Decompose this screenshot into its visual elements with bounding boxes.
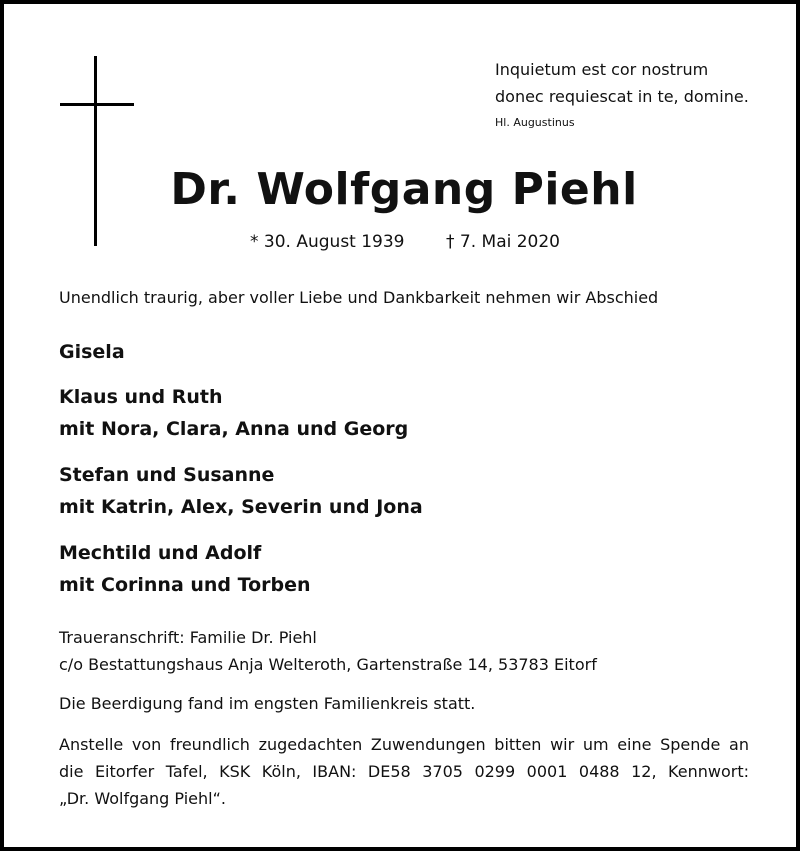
- mourner-line: mit Corinna und Torben: [59, 574, 311, 596]
- epigraph-author: Hl. Augustinus: [495, 116, 575, 129]
- mourner-group: [59, 459, 423, 523]
- address-line-1: Traueranschrift: Familie Dr. Piehl: [59, 628, 317, 647]
- farewell-text: Unendlich traurig, aber voller Liebe und Dankbarkeit nehmen wir Abschied: [59, 288, 659, 307]
- donation-line-1: Anstelle von freundlich zugedachten Zuwendungen bitten wir um eine Spende an: [59, 735, 749, 754]
- cross-horizontal-bar: [60, 103, 134, 106]
- donation-note: [59, 731, 749, 812]
- mourner-line: Mechtild und Adolf: [59, 542, 262, 564]
- death-date: † 7. Mai 2020: [446, 232, 561, 252]
- epigraph-line-1: Inquietum est cor nostrum: [495, 60, 709, 79]
- birth-date: * 30. August 1939: [250, 232, 405, 252]
- cross-vertical-bar: [94, 56, 97, 246]
- epigraph-line-2: donec requiescat in te, domine.: [495, 87, 749, 106]
- burial-note: Die Beerdigung fand im engsten Familienkreis statt.: [59, 694, 476, 713]
- mourner-group: [59, 537, 311, 601]
- mourner-group: [59, 336, 125, 368]
- donation-line-2: die Eitorfer Tafel, KSK Köln, IBAN: DE58 3705 0299 0001 0488 12, Kennwort:: [59, 762, 749, 781]
- mourner-line: Klaus und Ruth: [59, 386, 223, 408]
- donation-line-3: „Dr. Wolfgang Piehl“.: [59, 789, 226, 808]
- mourning-address: [59, 624, 597, 678]
- address-line-2: c/o Bestattungshaus Anja Welteroth, Gartenstraße 14, 53783 Eitorf: [59, 655, 597, 674]
- mourner-line: Gisela: [59, 341, 125, 363]
- epigraph: [495, 56, 749, 130]
- mourner-line: mit Katrin, Alex, Severin und Jona: [59, 496, 423, 518]
- mourner-group: [59, 381, 408, 445]
- deceased-name: Dr. Wolfgang Piehl: [170, 164, 638, 215]
- mourner-line: mit Nora, Clara, Anna und Georg: [59, 418, 409, 440]
- cross-icon: [60, 56, 134, 246]
- mourner-line: Stefan und Susanne: [59, 464, 275, 486]
